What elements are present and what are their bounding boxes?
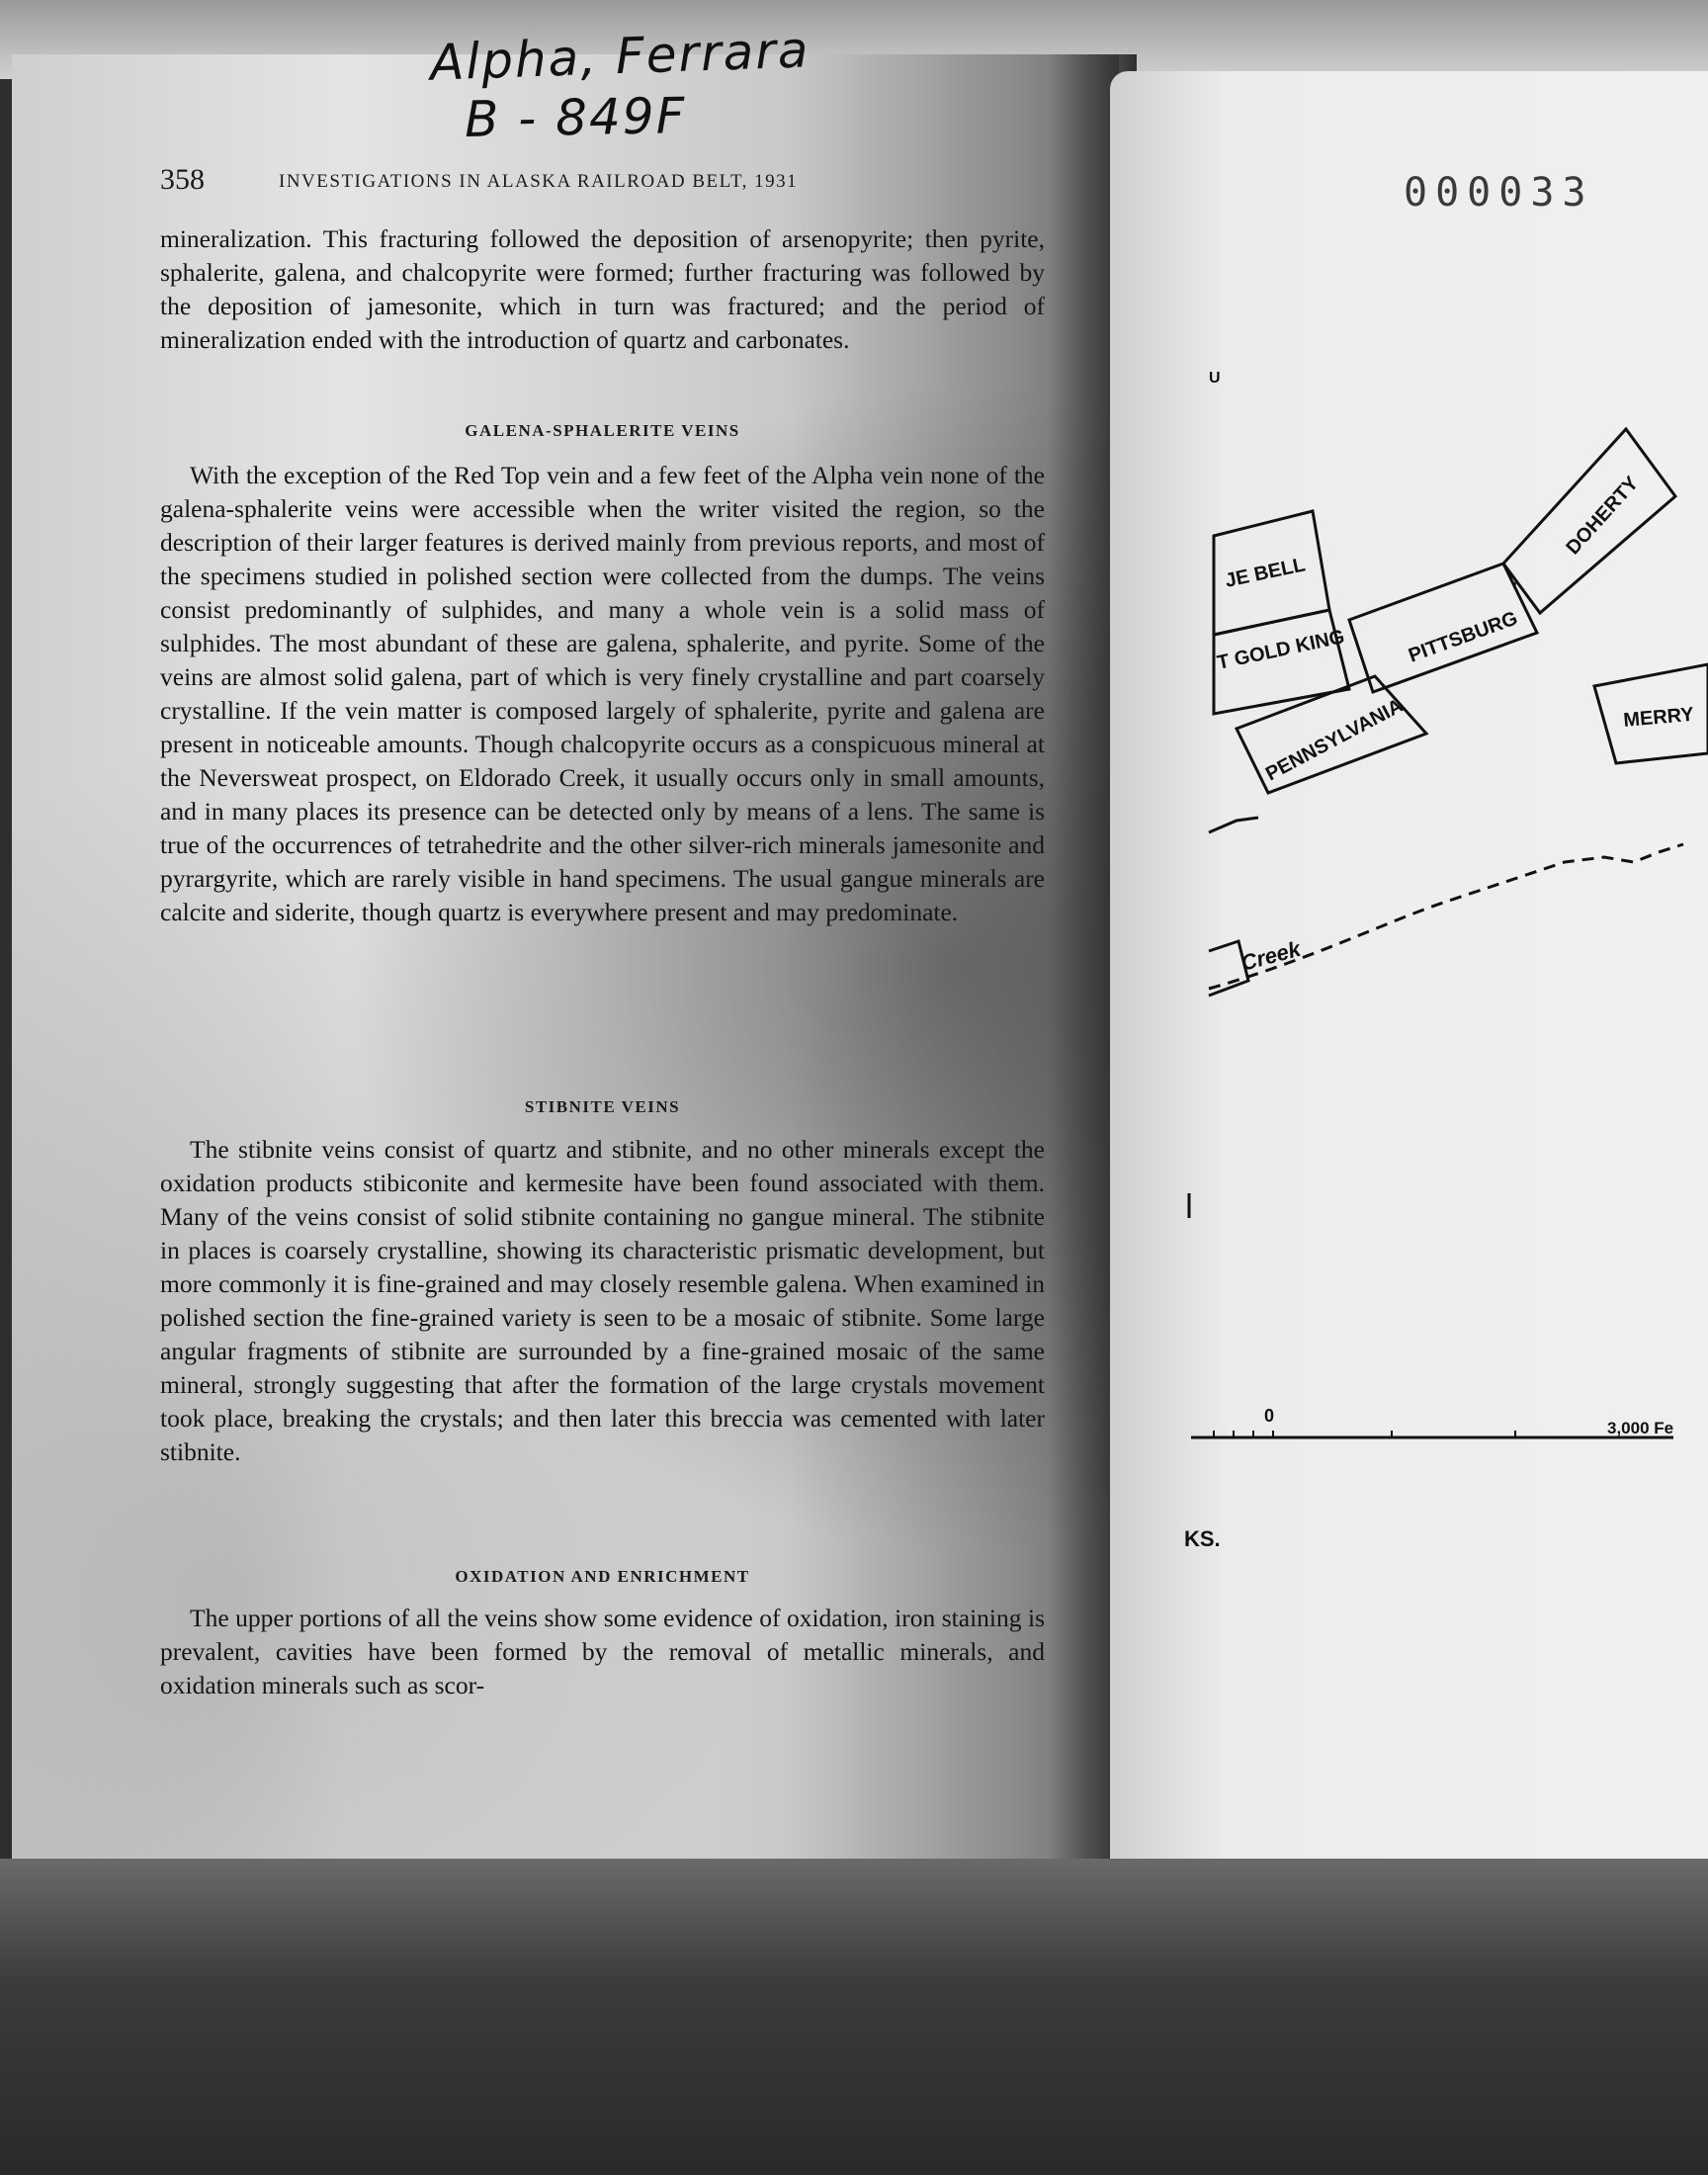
- document-stamp-number: 000033: [1404, 170, 1594, 216]
- oxidation-section-heading: OXIDATION AND ENRICHMENT: [455, 1567, 750, 1586]
- oxidation-text-block: [160, 1602, 1045, 1702]
- map-corner-letter: U: [1209, 370, 1221, 387]
- claim-pittsburg: [1349, 564, 1537, 692]
- map-bottom-text: KS.: [1184, 1526, 1221, 1551]
- claim-label-doherty: DOHERTY: [1562, 472, 1644, 560]
- intro-text-block: [160, 222, 1045, 357]
- mining-claims-map: [1110, 71, 1708, 1910]
- claim-label-pennsylvania: PENNSYLVANIA: [1262, 694, 1408, 786]
- stibnite-text-block: [160, 1133, 1045, 1469]
- claim-label-je-bell: JE BELL: [1223, 554, 1308, 592]
- claim-label-gold-king: T GOLD KING: [1215, 626, 1347, 674]
- intro-paragraph: mineralization. This fracturing followed the deposition of arsenopyrite; then pyrite, sphalerite, galena, and chalcopyrite were formed; further fracturing was followed by the deposition of jamesonite, which in turn was fractured; and the period of mineralization ended with the introduction of quartz and carbonates.: [160, 224, 1045, 354]
- claim-label-pittsburg: PITTSBURG: [1406, 607, 1521, 667]
- handwritten-title: Alpha, Ferrara: [429, 21, 811, 92]
- claim-pennsylvania: [1237, 676, 1426, 793]
- page-number: 358: [160, 163, 205, 196]
- scale-zero-label: 0: [1264, 1406, 1275, 1426]
- stibnite-section-heading: STIBNITE VEINS: [524, 1097, 681, 1116]
- scale-end-label: 3,000 Fe: [1607, 1419, 1674, 1437]
- handwritten-code: B - 849F: [464, 87, 687, 148]
- creek-line: [1209, 844, 1683, 989]
- map-scale-bar: [1191, 1406, 1673, 1437]
- creek-label: Creek: [1238, 935, 1304, 976]
- claim-merry: [1594, 664, 1708, 763]
- running-header: [160, 163, 1050, 203]
- running-title: INVESTIGATIONS IN ALASKA RAILROAD BELT, 1931: [279, 171, 799, 192]
- claim-doherty: [1503, 429, 1675, 613]
- stibnite-paragraph: The stibnite veins consist of quartz and stibnite, and no other minerals except the oxidation products stibiconite and kermesite have been found associated with them. Many of the veins consist of solid stibnite containing no gangue mineral. The stibnite in places is coarsely crystalline, showing its characteristic prismatic development, but more commonly it is fine-grained and may closely resemble galena. When examined in polished section the fine-grained variety is seen to be a mosaic of stibnite. Some large angular fragments of stibnite are surrounded by a fine-grained mosaic of the same mineral, strongly suggesting that after the formation of the large crystals movement took place, breaking the crystals; and then later this breccia was cemented with later stibnite.: [160, 1135, 1045, 1466]
- claim-label-merry: MERRY: [1622, 703, 1695, 732]
- claim-je-bell: [1214, 511, 1329, 635]
- galena-section-heading: GALENA-SPHALERITE VEINS: [465, 421, 740, 440]
- galena-text-block: [160, 459, 1045, 929]
- claim-gold-king: [1214, 610, 1349, 714]
- galena-paragraph: With the exception of the Red Top vein and a few feet of the Alpha vein none of the galena-sphalerite veins were accessible when the writer visited the region, so the description of their larger features is derived mainly from previous reports, and most of the specimens studied in polished section were collected from the dumps. The veins consist predominantly of sulphides, and many a whole vein is a solid mass of sulphides. The most abundant of these are galena, sphalerite, and pyrite. Some of the veins are almost solid galena, part of which is very finely crystalline and part coarsely crystalline. If the vein matter is composed largely of sphalerite, pyrite and galena are present in noticeable amounts. Though chalcopyrite occurs as a conspicuous mineral at the Neversweat prospect, on Eldorado Creek, it usually occurs only in small amounts, and in many places its presence can be detected only by means of a lens. The same is true of the occurrences of tetrahedrite and the other silver-rich minerals jamesonite and pyrargyrite, which are rarely visible in hand specimens. The usual gangue minerals are calcite and siderite, though quartz is everywhere present and may predominate.: [160, 461, 1045, 926]
- oxidation-paragraph: The upper portions of all the veins show some evidence of oxidation, iron staining is prevalent, cavities have been formed by the removal of metallic minerals, and oxidation minerals such as scor-: [160, 1604, 1045, 1699]
